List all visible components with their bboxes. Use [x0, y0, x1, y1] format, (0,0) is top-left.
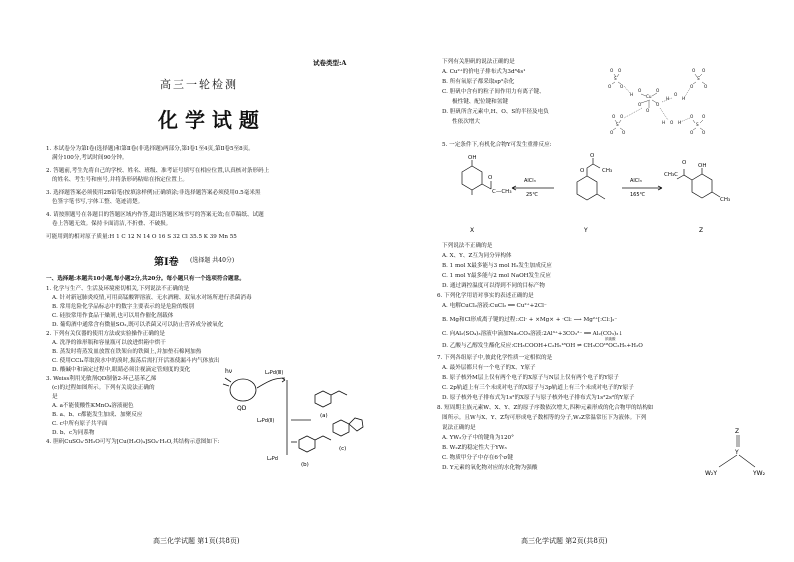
- option-line: D. Y元素的氧化物对应的水化物为强酸: [442, 465, 538, 471]
- note-line: 的姓名、考生号和座号,并将条形码粘贴在指定位置上。: [52, 177, 189, 183]
- atom-y-label: Y: [735, 449, 739, 456]
- compound-z-label: Z: [699, 227, 704, 234]
- svg-text:O: O: [488, 175, 493, 181]
- option-line: 极性键、配位键和氢键: [452, 99, 508, 105]
- question-line: 1. 化学与生产、生活及环境密切相关,下列说法不正确的是: [46, 286, 190, 292]
- ring-z: [692, 174, 712, 198]
- part-intro: 一、选择题:本题共10小题,每小题2分,共20分。每小题只有一个选项符合题意。: [46, 276, 245, 282]
- option-line: B. Mg和Cl形成离子键的过程::Cl· + ×Mg× + ·Cl: ⟶ Mg²⁺[:Cl:]₂⁻: [442, 317, 618, 323]
- svg-text:O: O: [690, 84, 694, 89]
- option-line: A. Cu²⁺的价电子排布式为3d⁸4s¹: [442, 69, 526, 75]
- svg-text:H: H: [666, 96, 670, 101]
- svg-text:O: O: [674, 92, 678, 97]
- option-line: A. 洗净的锥形瓶和容量瓶可以放进烘箱中烘干: [52, 340, 166, 346]
- svg-text:O: O: [618, 68, 622, 73]
- benzene-ring-a: [315, 391, 331, 407]
- svg-text:H: H: [630, 92, 634, 97]
- question-line: 说法正确的是: [442, 425, 476, 431]
- svg-text:O: O: [620, 114, 624, 119]
- svg-text:O: O: [580, 168, 585, 174]
- svg-text:O: O: [656, 88, 660, 93]
- question-line: 6. 下列化学用语对事实的表述正确的是: [437, 293, 534, 299]
- compound-x-label: X: [470, 227, 475, 234]
- section-subtitle: (选择题 共40分): [190, 257, 235, 264]
- group-right-label: YW₂: [753, 470, 766, 477]
- svg-text:O: O: [610, 130, 614, 135]
- cycle-arrow: [257, 378, 285, 388]
- svg-text:O: O: [702, 114, 706, 119]
- footer-page-1: 高三化学试题 第1页(共8页): [153, 537, 240, 545]
- option-line: D. 原子核外电子排布式为1s²的X原子与原子核外电子排布式为1s²2s²的Y原子: [442, 395, 635, 401]
- svg-text:O: O: [690, 130, 694, 135]
- catalyst-label: L₂Pd(Ⅲ): [265, 370, 284, 376]
- compound-y-label: Y: [584, 227, 588, 234]
- question-5-intro: 5. 一定条件下,有机化合物Y可发生重排反应:: [442, 142, 552, 148]
- option-line: B. 所有氧原子都采取sp³杂化: [442, 79, 515, 85]
- svg-text:O: O: [612, 114, 616, 119]
- option-line: A. 最外层都只有一个电子的X、Y原子: [442, 365, 536, 371]
- option-line: C. 胆矾中含有的粒子间作用力有离子键、: [442, 89, 545, 95]
- benzene-ring-b: [299, 436, 315, 452]
- option-line: C. 物质甲分子中存在6个σ键: [442, 455, 513, 461]
- option-line: D. 葡萄酒中通常含有微量SO₂,既可以杀菌又可以防止营养成分被氧化: [52, 322, 224, 328]
- qd-circle: [230, 379, 256, 401]
- reagent-label: AlCl₃: [524, 178, 536, 184]
- option-line: A. a不能使酸性KMnO₄溶液褪色: [52, 403, 134, 409]
- svg-text:S: S: [696, 122, 699, 127]
- svg-text:CH₃C: CH₃C: [664, 172, 679, 178]
- note-line: 卷上答题无效。保持卡面清洁,不折叠、不破损。: [52, 221, 172, 227]
- qd-label: QD: [237, 405, 247, 412]
- svg-text:OH: OH: [698, 163, 707, 169]
- note-line: 满分100分,考试时间90分钟。: [52, 155, 128, 161]
- option-line: C. 硅胶常用作食品干燥剂,也可以用作催化剂载体: [52, 313, 174, 319]
- option-line: A. 电解CuCl₂溶液:CuCl₂ ══ Cu²⁺+2Cl⁻: [442, 303, 547, 309]
- right-page: [397, 0, 794, 562]
- benzene-ring-c: [333, 420, 349, 436]
- option-line: A. 针对新冠肺炎疫情,可用高锰酸钾溶液、无水酒精、双氧水对场所进行杀菌消毒: [52, 295, 252, 301]
- svg-text:O: O: [610, 68, 614, 73]
- temperature-label: 25℃: [526, 192, 538, 198]
- question-line: 下列说法不正确的是: [442, 243, 493, 249]
- option-line: B. 1 mol X最多能与3 mol H₂发生加成反应: [442, 263, 552, 269]
- svg-text:O: O: [670, 120, 674, 125]
- svg-text:O: O: [622, 130, 626, 135]
- exam-title: 高三一轮检测: [160, 78, 238, 91]
- chalcanthite-structure: [602, 62, 727, 140]
- question-line: 下列有关胆矾的说法正确的是: [442, 59, 515, 65]
- svg-text:O: O: [702, 68, 706, 73]
- svg-text:O: O: [692, 68, 696, 73]
- rearrangement-scheme: [442, 150, 742, 242]
- svg-text:CH₃: CH₃: [602, 168, 613, 174]
- question-line: 是: [52, 394, 58, 400]
- question-line: 2. 下列有关仪器的使用方法或实验操作正确的是: [46, 331, 165, 337]
- option-line: A. YW₃分子中的键角为120°: [442, 435, 514, 441]
- question-line: 8. 短周期主族元素W、X、Y、Z的原子序数依次增大,四种元素形成的化合物甲的结构如: [437, 405, 654, 411]
- section-title: 第Ⅰ卷: [154, 257, 179, 268]
- question-line: 图所示。且W与X、Y、Z均可形成电子数相等的分子,W₂Z常温常压下为液体。下列: [442, 415, 647, 421]
- ring-x: [462, 166, 482, 190]
- compound-a-label: (a): [320, 413, 328, 419]
- svg-text:OH: OH: [468, 155, 477, 161]
- svg-text:C—CH₃: C—CH₃: [492, 189, 512, 195]
- svg-text:H: H: [662, 120, 666, 125]
- question-line: 4. 胆矾CuSO₄·5H₂O可写为[Cu(H₂O)₄]SO₄·H₂O,其结构示意图如下:: [46, 439, 220, 445]
- svg-text:O: O: [704, 84, 708, 89]
- svg-text:H: H: [678, 120, 682, 125]
- paper-type: 试卷类型:A: [313, 59, 347, 67]
- svg-text:S: S: [614, 76, 617, 81]
- option-line: C. 使用CCl₄萃取溴水中的溴时,振荡后需打开活塞使漏斗内气体放出: [52, 358, 220, 364]
- question-line: 7. 下列各组原子中,彼此化学性质一定相似的是: [437, 355, 553, 361]
- hv-label: hν: [225, 368, 233, 375]
- note-line: 色签字笔书写,字体工整、笔迹清楚。: [52, 199, 144, 205]
- option-line: B. a、b、c都能发生加成、加聚反应: [52, 412, 143, 418]
- option-line: C. 向Al₂(SO₄)₃溶液中滴加Na₂CO₃溶液:2Al³⁺+3CO₃²⁻ ══ Al₂(CO₃)₃↓: [442, 331, 624, 337]
- svg-text:S: S: [697, 76, 700, 81]
- option-line: D. 胆矾所含元素中,H、O、S的半径及电负: [442, 109, 549, 115]
- option-line: A. X、Y、Z互为同分异构体: [442, 253, 512, 259]
- note-line: 2. 答题前,考生先将自己的学校、姓名、班级、准考证号填写在相应位置,认真核对条形码上: [46, 168, 270, 174]
- esterification-condition: 浓硫酸: [605, 337, 616, 341]
- question-line: (c)的过程如图所示。下列有关说法正确的: [52, 385, 155, 391]
- svg-text:CH₃: CH₃: [720, 197, 731, 203]
- catalyst-label: L₂Pd(Ⅱ): [257, 418, 275, 424]
- reverse-arrow-1: [512, 186, 554, 190]
- svg-text:O: O: [702, 130, 706, 135]
- svg-text:O: O: [638, 102, 642, 107]
- forward-arrow-2: [622, 186, 662, 190]
- note-line: 3. 选择题答案必须使用2B铅笔(按填涂样例)正确填涂;非选择题答案必须使用0.5毫米黑: [46, 190, 261, 196]
- option-line: C. c中所有原子共平面: [52, 421, 108, 427]
- option-line: D. 通过调控温度可以得到不同的目标产物: [442, 283, 545, 289]
- option-line: D. 酸碱中和滴定过程中,眼睛必须注视滴定管刻度的变化: [52, 367, 191, 373]
- option-line: B. W₂Z的稳定性大于YW₃: [442, 445, 507, 451]
- svg-text:H: H: [682, 96, 686, 101]
- option-line: D. 乙酸与乙醇发生酯化反应:CH₃COOH+C₂H₅¹⁸OH ⇌ CH₃CO¹⁸OC₂H₅+H₂O: [442, 343, 643, 349]
- note-line: 可能用到的相对原子质量:H 1 C 12 N 14 O 16 S 32 Cl 35.5 K 39 Mn 55: [46, 234, 237, 240]
- svg-text:O: O: [656, 102, 660, 107]
- svg-text:O: O: [646, 108, 650, 113]
- ring-y: [577, 176, 597, 200]
- note-line: 4. 请按照题号在各题目的答题区域内作答,超出答题区域书写的答案无效;在草稿纸、试题: [46, 212, 264, 218]
- svg-text:O: O: [608, 84, 612, 89]
- chain-b: [315, 436, 331, 440]
- catalyst-label: L₂Pd: [267, 456, 278, 462]
- reagent-label: AlCl₃: [630, 178, 642, 184]
- option-line: D. b、c为同系物: [52, 430, 95, 436]
- option-line: 性依次增大: [452, 119, 480, 125]
- svg-text:O: O: [690, 114, 694, 119]
- option-line: B. 蒸发时将蒸发皿放置在铁架台的铁圈上,并加垫石棉网加热: [52, 349, 202, 355]
- compound-b-label: (b): [301, 462, 309, 468]
- option-line: B. 常用危险化学品标志中的数字主要表示的是危险的级别: [52, 304, 194, 310]
- svg-text:O: O: [590, 153, 595, 159]
- atom-z-label: Z: [735, 428, 740, 435]
- footer-page-2: 高三化学试题 第2页(共8页): [521, 537, 608, 545]
- svg-text:S: S: [616, 122, 619, 127]
- option-line: C. 2p轨道上有三个未成对电子的X原子与3p轨道上有三个未成对电子的Y原子: [442, 385, 634, 391]
- compound-jia-structure: [697, 425, 777, 487]
- svg-text:O: O: [638, 88, 642, 93]
- light-arrows: [223, 378, 231, 386]
- cyclohexyl-ring: [349, 418, 363, 431]
- compound-c-label: (c): [339, 446, 347, 452]
- subject-title: 化 学 试 题: [158, 108, 259, 132]
- option-line: B. 原子核外M层上仅有两个电子的X原子与N层上仅有两个电子的Y原子: [442, 375, 619, 381]
- option-line: C. 1 mol Y最多能与2 mol NaOH发生反应: [442, 273, 551, 279]
- group-left-label: W₂Y: [705, 470, 718, 477]
- question-line: 3. Weiss利用光敏剂QD制备2-环己基苯乙烯: [46, 376, 157, 382]
- svg-text:Cu: Cu: [646, 94, 652, 99]
- vinyl-group: [331, 391, 347, 395]
- note-line: 1. 本试卷分为第Ⅰ卷(选择题)和第Ⅱ卷(非选择题)两部分,第Ⅰ卷1至4页,第Ⅱ卷5至8页。: [46, 146, 254, 152]
- temperature-label: 165℃: [630, 192, 646, 198]
- svg-text:O: O: [620, 84, 624, 89]
- photocatalysis-cycle-diagram: [215, 360, 370, 485]
- double-bond: [737, 435, 739, 447]
- svg-text:O: O: [682, 160, 687, 166]
